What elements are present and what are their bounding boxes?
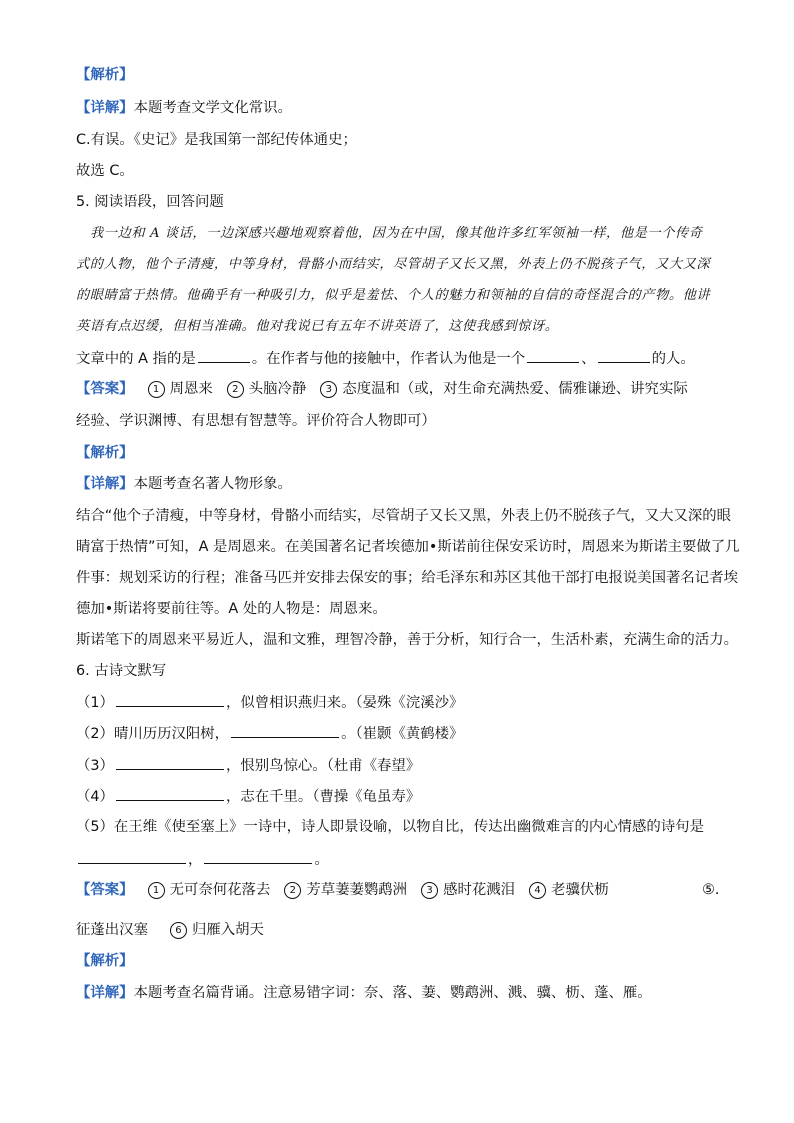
circled-number-3: 3 xyxy=(320,381,337,398)
q6-item-5-blanks xyxy=(76,849,329,870)
item-text: ，志在千里。（曹操《龟虽寿》 xyxy=(225,789,421,805)
q5-question-sep: 、 xyxy=(581,351,596,367)
q6-answer-5-number: ⑤. xyxy=(702,882,720,898)
detail-line xyxy=(76,983,652,1003)
explain-line: 结合“他个子清瘦，中等身材，骨骼小而结实，尽管胡子又长又黑，外表上仍不脱孩子气，又大又深的眼 xyxy=(76,508,732,524)
item-number: （1） xyxy=(76,695,114,711)
circled-number-3: 3 xyxy=(421,882,438,899)
q5-question xyxy=(76,348,695,369)
q6-item xyxy=(76,723,463,744)
q5-question-b: 。在作者与他的接触中，作者认为他是一个 xyxy=(251,351,526,367)
q6-item-5: （5）在王维《使至塞上》一诗中，诗人即景设喻，以物自比，传达出幽微难言的内心情感的诗句是 xyxy=(76,819,704,835)
item-text: 。（崔颢《黄鹤楼》 xyxy=(341,726,464,742)
item-text: ，恨别鸟惊心。（杜甫《春望》 xyxy=(225,758,421,774)
explain-line: 件事：规划采访的行程；准备马匹并安排去保安的事；给毛泽东和苏区其他干部打电报说美国著名记者埃 xyxy=(76,570,738,586)
q6-answer-line xyxy=(76,880,609,900)
q5-title: 5. 阅读语段，回答问题 xyxy=(76,194,224,210)
q6-answer-2: 芳草萋萋鹦鹉洲 xyxy=(306,882,408,898)
q6-answer-5: 征蓬出汉塞 xyxy=(76,922,148,938)
explain-line: 斯诺笔下的周恩来平易近人，温和文雅，理智冷静，善于分析，知行合一，生活朴素，充满生命的活力。 xyxy=(76,632,738,648)
circled-number-4: 4 xyxy=(529,882,546,899)
detail-line xyxy=(76,98,292,118)
q5-answer-3: 态度温和（或，对生命充满热爱、儒雅谦逊、讲究实际 xyxy=(342,381,688,397)
q6-item xyxy=(76,786,420,807)
analysis-heading: 【解析】 xyxy=(76,445,134,461)
q5-answer-2: 头脑冷静 xyxy=(248,381,307,397)
explain-line: 睛富于热情”可知，A 是周恩来。在美国著名记者埃德加•斯诺前往保安采访时，周恩来为斯诺主要做了几 xyxy=(76,539,740,555)
q6-answer-3: 感时花溅泪 xyxy=(443,882,516,898)
item-text: ，似曾相识燕归来。（晏殊《浣溪沙》 xyxy=(225,695,464,711)
q5-passage-line: 式的人物，他个子清瘦，中等身材，骨骼小而结实，尽管胡子又长又黑，外表上仍不脱孩子气，又大又深 xyxy=(76,257,711,272)
explain-line: 德加•斯诺将要前往等。A 处的人物是：周恩来。 xyxy=(76,601,387,617)
item-number: （2） xyxy=(76,726,114,742)
answer-blank[interactable] xyxy=(116,786,224,801)
q5-question-a: 文章中的 A 指的是 xyxy=(76,351,196,367)
q5-answer-line xyxy=(76,379,688,399)
detail-text: 本题考查名篇背诵。注意易错字词：奈、落、萋、鹦鹉洲、溅、骥、枥、蓬、雁。 xyxy=(133,985,652,1001)
item-number: （3） xyxy=(76,758,114,774)
item-text: 晴川历历汉阳树， xyxy=(113,726,230,742)
q5-passage-line: 英语有点迟缓，但相当准确。他对我说已有五年不讲英语了，这使我感到惊讶。 xyxy=(76,319,559,334)
answer-blank[interactable] xyxy=(204,849,312,864)
q5-answer-1: 周恩来 xyxy=(169,381,213,397)
detail-text: 本题考查名著人物形象。 xyxy=(133,476,292,492)
circled-number-2: 2 xyxy=(227,381,244,398)
answer-blank[interactable] xyxy=(198,348,250,363)
detail-tag: 【详解】 xyxy=(76,100,134,116)
circled-number-1: 1 xyxy=(148,381,165,398)
answer-blank[interactable] xyxy=(598,348,650,363)
q5-question-end: 的人。 xyxy=(651,351,695,367)
answer-blank[interactable] xyxy=(78,849,186,864)
answer-blank[interactable] xyxy=(527,348,579,363)
answer-blank[interactable] xyxy=(116,755,224,770)
q6-answer-4: 老骥伏枥 xyxy=(551,882,609,898)
q5-answer-cont: 经验、学识渊博、有思想有智慧等。评价符合人物即可） xyxy=(76,413,436,429)
circled-number-6: 6 xyxy=(170,922,187,939)
q6-item xyxy=(76,692,463,713)
option-c-line: C.有误。《史记》是我国第一部纪传体通史； xyxy=(76,132,357,148)
item-number: （4） xyxy=(76,789,114,805)
q6-item xyxy=(76,755,420,776)
item-sep: ， xyxy=(188,852,203,868)
q5-passage-line: 我一边和 A 谈话，一边深感兴趣地观察着他，因为在中国，像其他许多红军领袖一样，他是一个传奇 xyxy=(90,226,703,241)
analysis-heading: 【解析】 xyxy=(76,953,134,969)
q5-passage-line: 的眼睛富于热情。他确乎有一种吸引力，似乎是羞怯、个人的魅力和领袖的自信的奇怪混合的产物。他讲 xyxy=(76,288,711,303)
detail-text: 本题考查文学文化常识。 xyxy=(133,100,292,116)
circled-number-2: 2 xyxy=(284,882,301,899)
q6-answer-cont xyxy=(76,920,264,940)
q6-answer-1: 无可奈何花落去 xyxy=(169,882,271,898)
detail-line xyxy=(76,474,292,494)
answer-blank[interactable] xyxy=(116,692,224,707)
answer-blank[interactable] xyxy=(231,723,339,738)
q6-title: 6. 古诗文默写 xyxy=(76,663,167,679)
circled-number-1: 1 xyxy=(148,882,165,899)
item-end: 。 xyxy=(314,852,329,868)
detail-tag: 【详解】 xyxy=(76,476,134,492)
answer-tag: 【答案】 xyxy=(76,882,134,898)
analysis-heading: 【解析】 xyxy=(76,67,134,83)
q6-answer-6: 归雁入胡天 xyxy=(191,922,264,938)
choose-line: 故选 C。 xyxy=(76,163,134,179)
answer-tag: 【答案】 xyxy=(76,381,134,397)
detail-tag: 【详解】 xyxy=(76,985,134,1001)
